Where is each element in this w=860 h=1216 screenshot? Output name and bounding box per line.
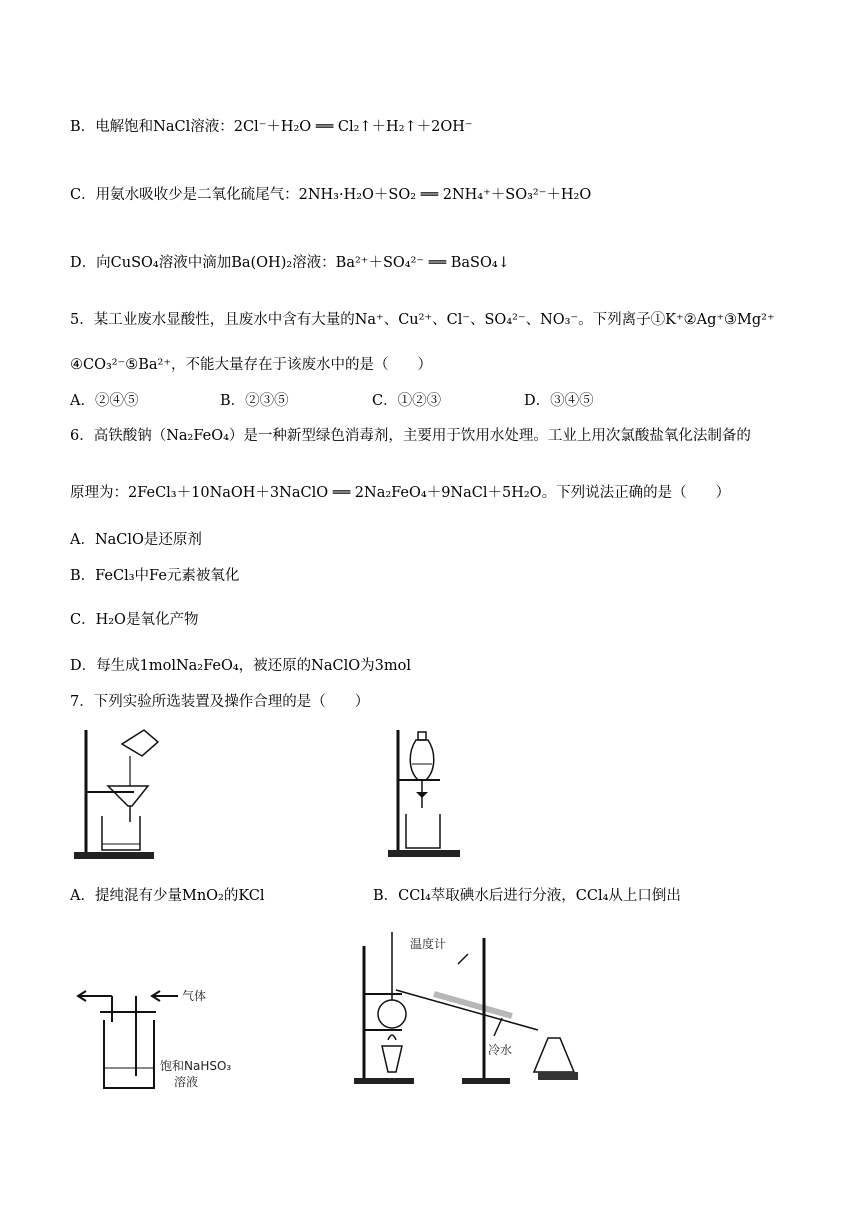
q7-option-b: B．CCl₄萃取碘水后进行分液，CCl₄从上口倒出 (373, 888, 681, 904)
q4-option-b (70, 117, 473, 137)
option-text: 电解饱和NaCl溶液： (95, 119, 234, 135)
stopcock (416, 792, 428, 798)
equation: Ba²⁺＋SO₄²⁻ ══ BaSO₄↓ (335, 255, 510, 271)
distillation-apparatus-figure (352, 926, 584, 1088)
solution-label-2: 溶液 (174, 1075, 199, 1089)
q5-option-b: B．②③⑤ (220, 393, 289, 409)
q6-option-a: A．NaClO是还原剂 (70, 532, 202, 548)
option-label: B． (70, 119, 96, 135)
q6-option-b: B．FeCl₃中Fe元素被氧化 (70, 568, 240, 584)
thermometer-label: 温度计 (410, 937, 447, 951)
q6-option-c: C．H₂O是氧化产物 (70, 612, 199, 628)
q5-stem-line2: ④CO₃²⁻⑤Ba²⁺，不能大量存在于该废水中的是（ ） (70, 357, 433, 373)
q7-stem: 7．下列实验所选装置及操作合理的是（ ） (70, 694, 370, 710)
distilling-flask (378, 1000, 406, 1028)
equation: 2FeCl₃＋10NaOH＋3NaClO ══ 2Na₂FeO₄＋9NaCl＋5H₂O (128, 485, 542, 501)
beaker (102, 816, 140, 850)
stand-base (388, 850, 460, 857)
option-label: D． (70, 255, 97, 271)
beaker (406, 814, 440, 848)
q7-option-a: A．提纯混有少量MnO₂的KCl (70, 888, 265, 904)
q5-option-d: D．③④⑤ (524, 393, 594, 409)
funnel-body (410, 740, 434, 780)
stand-base (74, 852, 154, 859)
stem-suffix: 。下列说法正确的是（ ） (541, 485, 731, 501)
filtration-apparatus-figure (72, 726, 167, 864)
gas-label: 气体 (182, 989, 207, 1003)
q4-option-c (70, 185, 591, 205)
condenser (396, 990, 538, 1030)
q6-stem-line2 (70, 483, 730, 503)
gas-washing-bottle-figure (72, 974, 252, 1094)
funnel (108, 786, 148, 806)
pouring-beaker (122, 730, 158, 756)
receiving-flask (534, 1038, 574, 1072)
cold-water-label: 冷水 (488, 1043, 513, 1057)
solution-label-1: 饱和NaHSO₃ (160, 1059, 232, 1073)
q4-option-d (70, 253, 510, 273)
burner (382, 1046, 402, 1072)
separatory-funnel-figure (378, 726, 478, 861)
q6-option-d: D．每生成1molNa₂FeO₄，被还原的NaClO为3mol (70, 658, 411, 674)
option-label: C． (70, 187, 96, 203)
q5-stem-line1: 5．某工业废水显酸性，且废水中含有大量的Na⁺、Cu²⁺、Cl⁻、SO₄²⁻、NO₃⁻。下列离子①K⁺②Ag⁺③Mg²⁺ (70, 312, 775, 328)
equation: 2NH₃·H₂O＋SO₂ ══ 2NH₄⁺＋SO₃²⁻＋H₂O (298, 187, 592, 203)
q5-option-a: A．②④⑤ (70, 393, 139, 409)
equation: 2Cl⁻＋H₂O ══ Cl₂↑＋H₂↑＋2OH⁻ (233, 119, 473, 135)
option-text: 向CuSO₄溶液中滴加Ba(OH)₂溶液： (96, 255, 336, 271)
q5-option-c: C．①②③ (372, 393, 442, 409)
bottle (104, 1020, 154, 1088)
option-text: 用氨水吸收少是二氧化硫尾气： (95, 187, 299, 203)
q6-stem-line1: 6．高铁酸钠（Na₂FeO₄）是一种新型绿色消毒剂，主要用于饮用水处理。工业上用次氯酸盐氧化法制备的 (70, 428, 751, 444)
stopper (418, 732, 426, 740)
stem-prefix: 原理为： (70, 485, 128, 501)
